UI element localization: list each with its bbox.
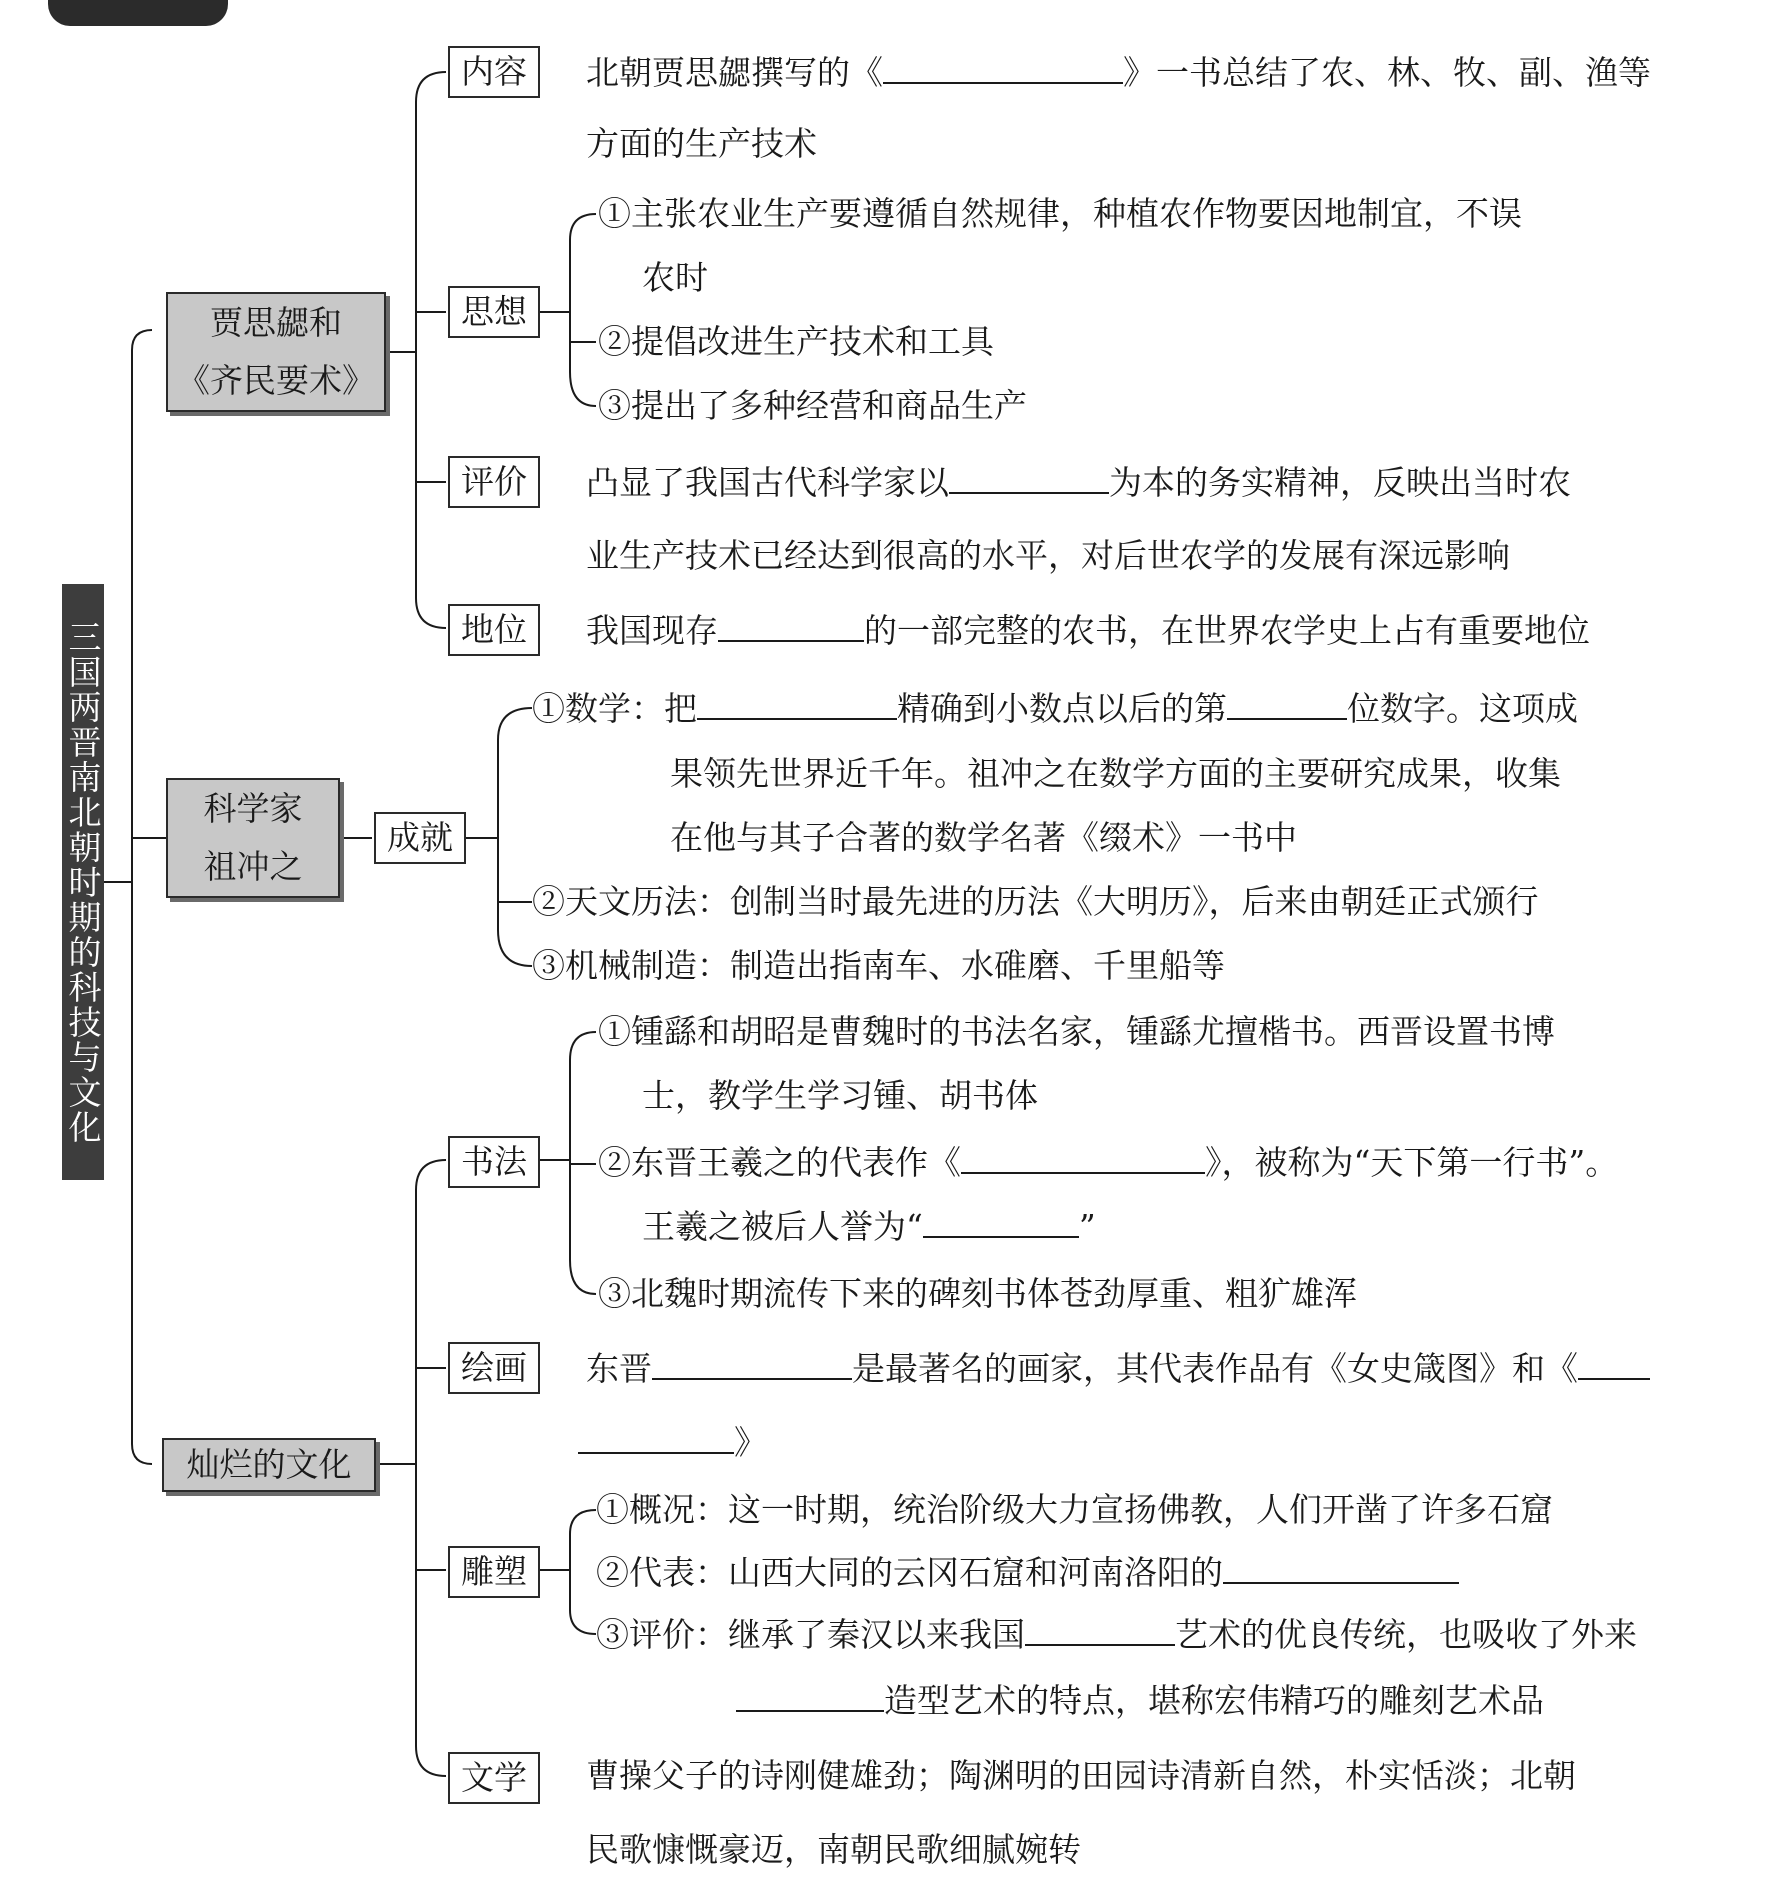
branch-label-line: 《齐民要术》 (177, 361, 375, 400)
fill-blank[interactable] (736, 1680, 884, 1712)
fill-blank[interactable] (718, 610, 864, 642)
content-line: 方面的生产技术 (586, 124, 817, 163)
painting-line: 》 (578, 1422, 767, 1463)
fill-blank[interactable] (923, 1206, 1079, 1238)
sub-label-status: 地位 (448, 604, 540, 656)
achievement-item: ③机械制造：制造出指南车、水碓磨、千里船等 (532, 946, 1225, 985)
calligraphy-item: ③北魏时期流传下来的碑刻书体苍劲厚重、粗犷雄浑 (598, 1274, 1357, 1313)
evaluation-line: 业生产技术已经达到很高的水平，对后世农学的发展有深远影响 (586, 536, 1510, 575)
branch-culture (162, 1438, 376, 1492)
achievement-item: 果领先世界近千年。祖冲之在数学方面的主要研究成果，收集 (670, 754, 1561, 793)
thought-item: ③提出了多种经营和商品生产 (598, 386, 1027, 425)
thought-item: ①主张农业生产要遵循自然规律，种植农作物要因地制宜，不误 (598, 194, 1522, 233)
sub-label-literature: 文学 (448, 1752, 540, 1804)
achievement-item: ①数学：把 精确到小数点以后的第 位数字。这项成 (532, 689, 1578, 728)
fill-blank[interactable] (578, 1422, 734, 1454)
fill-blank[interactable] (1578, 1348, 1650, 1380)
root-node (62, 584, 104, 1180)
content-line: 北朝贾思勰撰写的《 》一书总结了农、林、牧、副、渔等 (586, 53, 1651, 92)
sub-label-calligraphy: 书法 (448, 1136, 540, 1188)
branch-label-line: 祖冲之 (203, 847, 303, 886)
thought-item: 农时 (642, 258, 708, 297)
achievement-item: 在他与其子合著的数学名著《缀术》一书中 (670, 818, 1297, 857)
calligraphy-item: ①锺繇和胡昭是曹魏时的书法名家，锺繇尤擅楷书。西晋设置书博 (598, 1012, 1555, 1051)
calligraphy-item: 士，教学生学习锺、胡书体 (642, 1076, 1038, 1115)
achievement-item: ②天文历法：创制当时最先进的历法《大明历》，后来由朝廷正式颁行 (532, 882, 1539, 921)
fill-blank[interactable] (652, 1348, 852, 1380)
sub-label-content: 内容 (448, 46, 540, 98)
painting-line: 东晋 是最著名的画家，其代表作品有《女史箴图》和《 (586, 1348, 1650, 1389)
sub-label-evaluation: 评价 (448, 456, 540, 508)
literature-line: 民歌慷慨豪迈，南朝民歌细腻婉转 (586, 1830, 1081, 1869)
fill-blank[interactable] (961, 1142, 1205, 1174)
branch-jia-sixie (166, 292, 386, 412)
sub-label-achievement: 成就 (374, 812, 466, 864)
sub-label-painting: 绘画 (448, 1342, 540, 1394)
sub-label-sculpture: 雕塑 (448, 1546, 540, 1598)
sub-label-thought: 思想 (448, 286, 540, 338)
branch-label-line: 科学家 (203, 789, 303, 828)
sculpture-item: ①概况：这一时期，统治阶级大力宣扬佛教，人们开凿了许多石窟 (596, 1490, 1553, 1529)
root-title: 三国两晋南北朝时期的科技与文化 (63, 619, 103, 1145)
fill-blank[interactable] (1223, 1552, 1459, 1584)
fill-blank[interactable] (1025, 1614, 1175, 1646)
evaluation-line: 凸显了我国古代科学家以 为本的务实精神，反映出当时农 (586, 463, 1571, 502)
sculpture-item: ②代表：山西大同的云冈石窟和河南洛阳的 (596, 1552, 1459, 1593)
literature-line: 曹操父子的诗刚健雄劲；陶渊明的田园诗清新自然，朴实恬淡；北朝 (586, 1756, 1576, 1795)
calligraphy-item: 王羲之被后人誉为“ ” (642, 1207, 1096, 1246)
calligraphy-item: ②东晋王羲之的代表作《 》，被称为“天下第一行书”。 (598, 1143, 1619, 1182)
sculpture-item: 造型艺术的特点，堪称宏伟精巧的雕刻艺术品 (736, 1680, 1544, 1721)
fill-blank[interactable] (697, 688, 897, 720)
thought-item: ②提倡改进生产技术和工具 (598, 322, 994, 361)
status-line: 我国现存 的一部完整的农书，在世界农学史上占有重要地位 (586, 611, 1590, 650)
corner-tab-decoration (48, 0, 228, 26)
fill-blank[interactable] (883, 52, 1123, 84)
fill-blank[interactable] (1227, 688, 1347, 720)
fill-blank[interactable] (949, 462, 1109, 494)
branch-label-line: 贾思勰和 (210, 303, 342, 342)
branch-label-line: 灿烂的文化 (186, 1445, 352, 1484)
sculpture-item: ③评价：继承了秦汉以来我国 艺术的优良传统，也吸收了外来 (596, 1615, 1637, 1654)
branch-zu-chongzhi (166, 778, 340, 898)
